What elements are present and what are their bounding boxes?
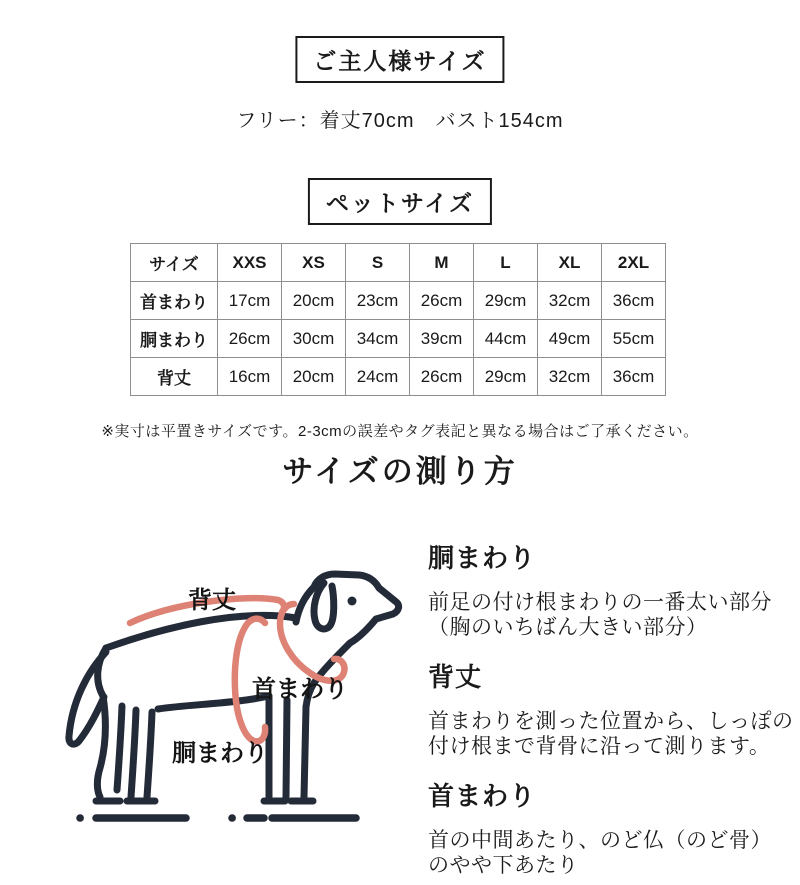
size-note: ※実寸は平置きサイズです。2-3cmの誤差やタグ表記と異なる場合はご了承ください。: [101, 423, 699, 440]
guide-heading-back-length: 背丈: [428, 662, 483, 692]
table-row-girth: [131, 320, 666, 358]
guide-text-neck: [428, 828, 800, 878]
table-cell: 32cm: [538, 358, 602, 396]
table-cell: 39cm: [410, 320, 474, 358]
dog-measurement-illustration: [60, 540, 440, 840]
table-header-l: L: [474, 244, 538, 282]
guide-text-line: 付け根まで背骨に沿って測ります。: [428, 735, 771, 758]
table-cell: 29cm: [474, 282, 538, 320]
guide-text-line: （胸のいちばん大きい部分）: [428, 616, 708, 639]
table-header-m: M: [410, 244, 474, 282]
guide-text-girth: [428, 590, 800, 640]
row-label-back-length: 背丈: [131, 358, 218, 396]
table-cell: 20cm: [282, 282, 346, 320]
table-cell: 44cm: [474, 320, 538, 358]
guide-heading-girth: 胴まわり: [428, 543, 537, 573]
owner-size-title-box: [295, 36, 504, 83]
table-row-neck: [131, 282, 666, 320]
table-row-back-length: [131, 358, 666, 396]
measure-section-title: サイズの測り方: [282, 454, 518, 489]
table-cell: 36cm: [602, 282, 666, 320]
diagram-label-neck: 首まわり: [252, 676, 348, 703]
guide-text-line: 前足の付け根まわりの一番太い部分: [428, 591, 772, 614]
owner-size-title: ご主人様サイズ: [313, 48, 487, 74]
table-cell: 36cm: [602, 358, 666, 396]
guide-text-line: 首まわりを測った位置から、しっぽの: [428, 710, 794, 733]
table-cell: 23cm: [346, 282, 410, 320]
table-header-2xl: 2XL: [602, 244, 666, 282]
table-cell: 20cm: [282, 358, 346, 396]
pet-size-table: [130, 243, 666, 396]
pet-size-title: ペットサイズ: [325, 190, 475, 216]
row-label-neck: 首まわり: [131, 282, 218, 320]
table-cell: 17cm: [218, 282, 282, 320]
table-header-xl: XL: [538, 244, 602, 282]
row-label-girth: 胴まわり: [131, 320, 218, 358]
owner-size-detail: フリー：着丈70cm バスト154cm: [236, 110, 564, 132]
table-cell: 26cm: [218, 320, 282, 358]
dog-eye: [348, 597, 357, 606]
table-cell: 34cm: [346, 320, 410, 358]
table-cell: 30cm: [282, 320, 346, 358]
diagram-label-girth: 胴まわり: [172, 740, 268, 767]
table-cell: 55cm: [602, 320, 666, 358]
guide-heading-neck: 首まわり: [428, 781, 537, 811]
table-header-size: サイズ: [131, 244, 218, 282]
table-cell: 32cm: [538, 282, 602, 320]
table-cell: 24cm: [346, 358, 410, 396]
pet-size-title-box: [308, 178, 492, 225]
table-cell: 16cm: [218, 358, 282, 396]
guide-text-line: のやや下あたり: [428, 854, 579, 877]
table-cell: 26cm: [410, 358, 474, 396]
table-header-xs: XS: [282, 244, 346, 282]
table-cell: 29cm: [474, 358, 538, 396]
table-cell: 49cm: [538, 320, 602, 358]
guide-text-line: 首の中間あたり、のど仏（のど骨）: [428, 829, 772, 852]
measure-guide: [428, 538, 800, 885]
table-header-xxs: XXS: [218, 244, 282, 282]
table-header-s: S: [346, 244, 410, 282]
guide-text-back-length: [428, 709, 800, 759]
table-header-row: [131, 244, 666, 282]
diagram-label-back-length: 背丈: [188, 587, 236, 614]
table-cell: 26cm: [410, 282, 474, 320]
